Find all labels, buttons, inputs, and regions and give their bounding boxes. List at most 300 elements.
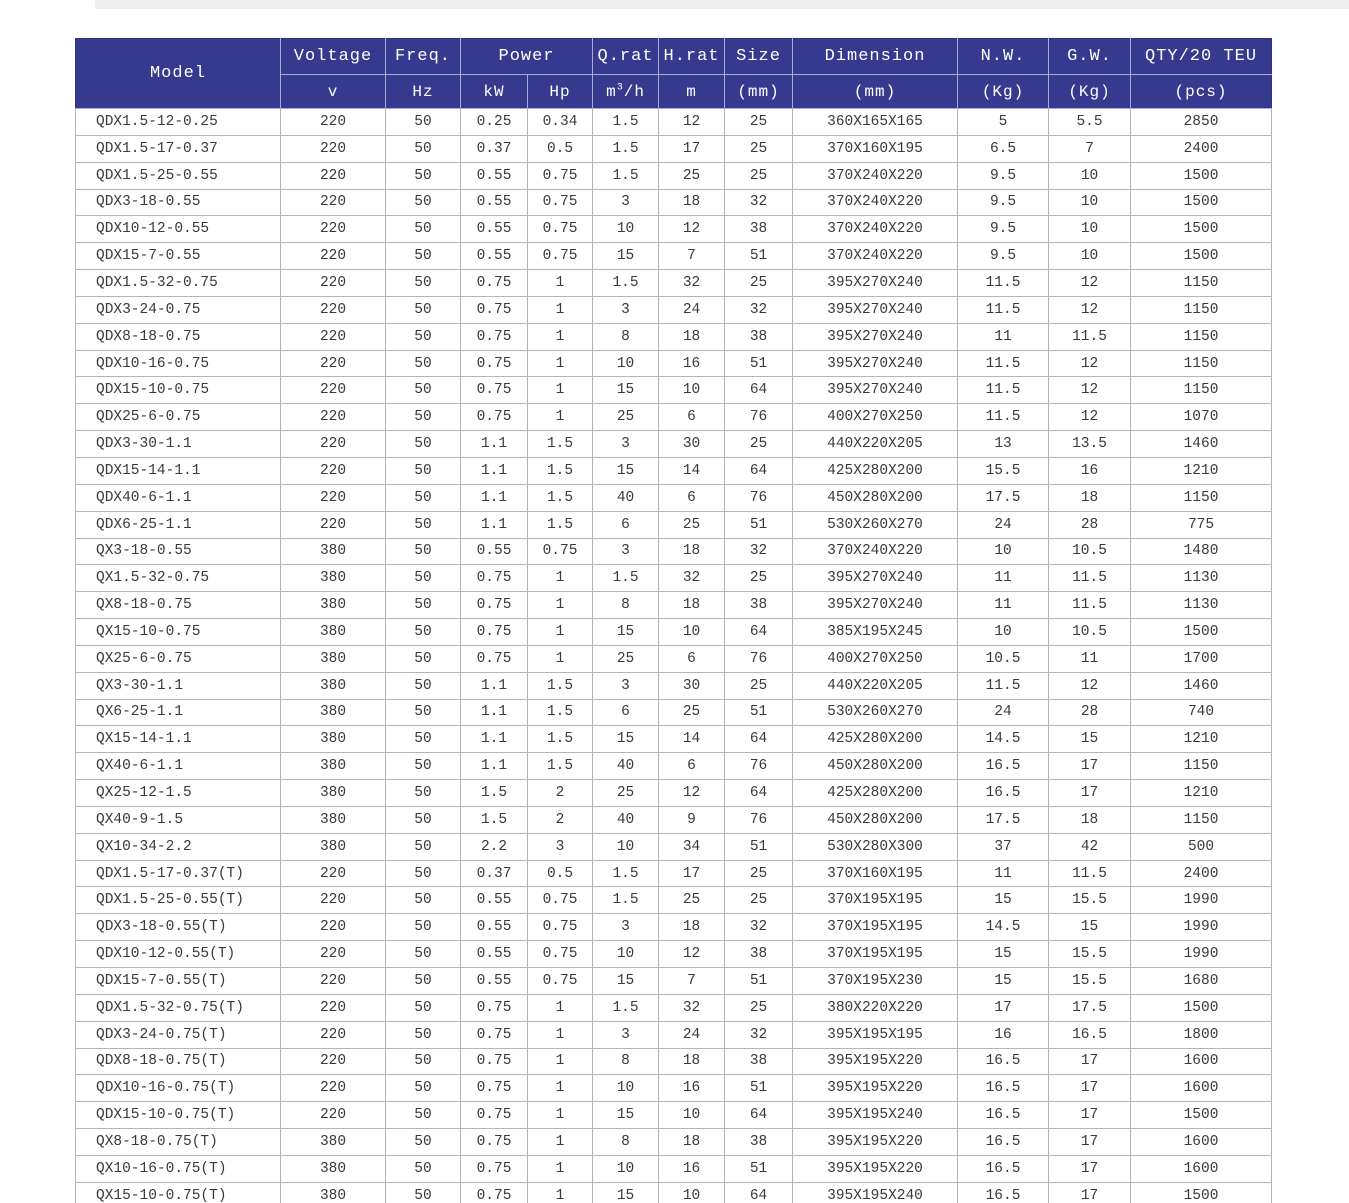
cell-nw: 16.5 [958,1155,1049,1182]
cell-freq: 50 [386,806,461,833]
cell-voltage: 220 [281,457,386,484]
cell-power-hp: 0.5 [528,135,593,162]
cell-power-hp: 1.5 [528,457,593,484]
cell-hrat: 6 [659,753,725,780]
table-row [76,565,1272,592]
cell-power-kw: 0.75 [461,994,528,1021]
cell-dimension: 395X270X240 [793,377,958,404]
cell-nw: 16.5 [958,1182,1049,1203]
cell-voltage: 220 [281,431,386,458]
cell-gw: 12 [1049,672,1131,699]
cell-dimension: 450X280X200 [793,806,958,833]
cell-voltage: 220 [281,1075,386,1102]
cell-dimension: 450X280X200 [793,753,958,780]
cell-dimension: 530X260X270 [793,699,958,726]
cell-hrat: 6 [659,484,725,511]
unit-freq: Hz [386,75,461,109]
cell-gw: 16.5 [1049,1021,1131,1048]
cell-nw: 14.5 [958,914,1049,941]
cell-power-kw: 0.55 [461,887,528,914]
cell-gw: 17 [1049,753,1131,780]
cell-size: 25 [725,860,793,887]
cell-qrat: 15 [593,377,659,404]
cell-model: QX8-18-0.75 [76,592,281,619]
cell-freq: 50 [386,592,461,619]
cell-hrat: 18 [659,189,725,216]
cell-nw: 15 [958,968,1049,995]
cell-qty: 1150 [1131,270,1272,297]
cell-dimension: 395X195X195 [793,1021,958,1048]
cell-hrat: 14 [659,726,725,753]
cell-voltage: 220 [281,914,386,941]
cell-voltage: 220 [281,350,386,377]
cell-gw: 10.5 [1049,538,1131,565]
cell-hrat: 18 [659,1129,725,1156]
cell-freq: 50 [386,243,461,270]
cell-hrat: 7 [659,968,725,995]
cell-voltage: 380 [281,592,386,619]
cell-freq: 50 [386,645,461,672]
cell-power-hp: 1.5 [528,753,593,780]
cell-qrat: 10 [593,941,659,968]
table-row [76,323,1272,350]
cell-freq: 50 [386,109,461,136]
cell-gw: 17 [1049,780,1131,807]
cell-dimension: 395X195X220 [793,1048,958,1075]
cell-dimension: 395X195X220 [793,1129,958,1156]
cell-qty: 1500 [1131,1102,1272,1129]
cell-gw: 42 [1049,833,1131,860]
cell-power-kw: 1.5 [461,780,528,807]
cell-size: 32 [725,914,793,941]
cell-nw: 17 [958,994,1049,1021]
unit-voltage: v [281,75,386,109]
cell-model: QDX15-7-0.55 [76,243,281,270]
cell-qty: 1990 [1131,887,1272,914]
cell-model: QX25-6-0.75 [76,645,281,672]
cell-gw: 10 [1049,162,1131,189]
cell-model: QDX8-18-0.75(T) [76,1048,281,1075]
cell-qty: 1130 [1131,565,1272,592]
cell-qty: 1500 [1131,1182,1272,1203]
cell-gw: 28 [1049,699,1131,726]
cell-dimension: 370X195X195 [793,887,958,914]
cell-qty: 1070 [1131,404,1272,431]
cell-gw: 15 [1049,726,1131,753]
cell-model: QDX10-16-0.75(T) [76,1075,281,1102]
cell-gw: 10 [1049,216,1131,243]
table-row [76,162,1272,189]
cell-qrat: 3 [593,672,659,699]
cell-nw: 11.5 [958,296,1049,323]
cell-dimension: 360X165X165 [793,109,958,136]
cell-dimension: 395X195X240 [793,1182,958,1203]
cell-nw: 9.5 [958,189,1049,216]
cell-hrat: 30 [659,431,725,458]
cell-power-hp: 1 [528,323,593,350]
cell-qty: 2400 [1131,860,1272,887]
cell-power-hp: 1 [528,1102,593,1129]
cell-hrat: 34 [659,833,725,860]
cell-dimension: 530X260X270 [793,511,958,538]
cell-model: QX8-18-0.75(T) [76,1129,281,1156]
cell-power-hp: 1 [528,1129,593,1156]
cell-hrat: 32 [659,270,725,297]
cell-nw: 15 [958,887,1049,914]
cell-power-hp: 1 [528,404,593,431]
cell-freq: 50 [386,914,461,941]
cell-model: QDX10-16-0.75 [76,350,281,377]
cell-size: 32 [725,1021,793,1048]
cell-power-hp: 0.75 [528,968,593,995]
cell-power-kw: 0.75 [461,592,528,619]
cell-nw: 9.5 [958,216,1049,243]
cell-size: 25 [725,135,793,162]
cell-size: 64 [725,377,793,404]
cell-model: QDX15-7-0.55(T) [76,968,281,995]
cell-voltage: 220 [281,968,386,995]
cell-gw: 12 [1049,404,1131,431]
cell-power-hp: 1 [528,296,593,323]
cell-qty: 1500 [1131,162,1272,189]
cell-hrat: 18 [659,914,725,941]
cell-size: 64 [725,619,793,646]
cell-model: QDX1.5-25-0.55 [76,162,281,189]
cell-dimension: 425X280X200 [793,780,958,807]
cell-size: 76 [725,484,793,511]
cell-voltage: 220 [281,323,386,350]
table-row [76,1075,1272,1102]
cell-qrat: 8 [593,323,659,350]
cell-nw: 6.5 [958,135,1049,162]
table-row [76,457,1272,484]
cell-qty: 1460 [1131,431,1272,458]
cell-voltage: 220 [281,162,386,189]
cell-freq: 50 [386,189,461,216]
cell-voltage: 220 [281,109,386,136]
cell-model: QDX3-18-0.55 [76,189,281,216]
cell-power-hp: 1 [528,645,593,672]
cell-nw: 9.5 [958,243,1049,270]
cell-qrat: 15 [593,243,659,270]
cell-size: 38 [725,592,793,619]
cell-dimension: 440X220X205 [793,431,958,458]
cell-model: QDX1.5-12-0.25 [76,109,281,136]
cell-hrat: 10 [659,1182,725,1203]
cell-dimension: 395X270X240 [793,350,958,377]
cell-size: 25 [725,565,793,592]
cell-model: QX25-12-1.5 [76,780,281,807]
cell-power-kw: 0.75 [461,404,528,431]
cell-dimension: 370X160X195 [793,135,958,162]
unit-size: (mm) [725,75,793,109]
cell-model: QX40-6-1.1 [76,753,281,780]
cell-nw: 16.5 [958,1075,1049,1102]
cell-power-hp: 1 [528,377,593,404]
col-header-power: Power [461,39,593,75]
cell-model: QDX1.5-17-0.37 [76,135,281,162]
cell-power-hp: 1 [528,565,593,592]
cell-dimension: 400X270X250 [793,404,958,431]
table-row [76,672,1272,699]
cell-power-kw: 2.2 [461,833,528,860]
cell-gw: 7 [1049,135,1131,162]
cell-freq: 50 [386,377,461,404]
cell-power-hp: 1 [528,1182,593,1203]
cell-hrat: 24 [659,1021,725,1048]
table-row [76,914,1272,941]
cell-power-kw: 1.1 [461,753,528,780]
cell-qty: 1480 [1131,538,1272,565]
unit-gw: (Kg) [1049,75,1131,109]
table-row [76,350,1272,377]
cell-voltage: 380 [281,565,386,592]
cell-qty: 1500 [1131,619,1272,646]
cell-model: QDX25-6-0.75 [76,404,281,431]
cell-nw: 11.5 [958,672,1049,699]
cell-nw: 11.5 [958,270,1049,297]
cell-voltage: 220 [281,994,386,1021]
cell-freq: 50 [386,941,461,968]
cell-power-kw: 0.55 [461,216,528,243]
cell-hrat: 25 [659,511,725,538]
cell-qrat: 3 [593,914,659,941]
table-row [76,726,1272,753]
cell-size: 64 [725,1102,793,1129]
unit-dimension: (mm) [793,75,958,109]
unit-qrat-superscript: 3 [616,82,624,94]
cell-power-kw: 1.5 [461,806,528,833]
cell-model: QDX15-10-0.75 [76,377,281,404]
unit-kw: kW [461,75,528,109]
cell-power-kw: 1.1 [461,511,528,538]
cell-model: QDX15-10-0.75(T) [76,1102,281,1129]
pump-spec-table [75,38,1272,1203]
cell-power-hp: 1.5 [528,431,593,458]
cell-voltage: 220 [281,377,386,404]
cell-freq: 50 [386,672,461,699]
cell-model: QX1.5-32-0.75 [76,565,281,592]
cell-qrat: 6 [593,699,659,726]
cell-model: QDX1.5-17-0.37(T) [76,860,281,887]
cell-qty: 1150 [1131,377,1272,404]
cell-hrat: 10 [659,619,725,646]
cell-qty: 1150 [1131,753,1272,780]
cell-model: QDX1.5-25-0.55(T) [76,887,281,914]
cell-power-kw: 0.75 [461,1048,528,1075]
cell-freq: 50 [386,565,461,592]
cell-voltage: 220 [281,243,386,270]
cell-size: 38 [725,323,793,350]
cell-model: QDX10-12-0.55 [76,216,281,243]
cell-freq: 50 [386,404,461,431]
table-row [76,377,1272,404]
cell-power-hp: 1.5 [528,699,593,726]
cell-power-kw: 0.75 [461,270,528,297]
cell-power-kw: 1.1 [461,672,528,699]
cell-power-kw: 0.75 [461,350,528,377]
cell-nw: 9.5 [958,162,1049,189]
cell-nw: 13 [958,431,1049,458]
table-row [76,484,1272,511]
top-strip [95,0,1349,9]
cell-freq: 50 [386,270,461,297]
cell-gw: 17 [1049,1182,1131,1203]
cell-gw: 11.5 [1049,860,1131,887]
cell-size: 76 [725,645,793,672]
cell-freq: 50 [386,619,461,646]
col-header-hrat: H.rat [659,39,725,75]
cell-power-kw: 0.55 [461,941,528,968]
cell-size: 51 [725,699,793,726]
unit-nw: (Kg) [958,75,1049,109]
cell-qty: 1500 [1131,994,1272,1021]
cell-qty: 1150 [1131,323,1272,350]
cell-qrat: 40 [593,753,659,780]
cell-qty: 1600 [1131,1075,1272,1102]
cell-model: QDX3-30-1.1 [76,431,281,458]
cell-dimension: 370X195X230 [793,968,958,995]
unit-qrat-base: m [606,82,617,101]
table-row [76,1182,1272,1203]
cell-power-kw: 0.75 [461,1155,528,1182]
cell-dimension: 440X220X205 [793,672,958,699]
unit-qty: (pcs) [1131,75,1272,109]
cell-model: QDX3-24-0.75(T) [76,1021,281,1048]
cell-size: 38 [725,1048,793,1075]
cell-qrat: 25 [593,645,659,672]
cell-voltage: 380 [281,538,386,565]
cell-power-hp: 1 [528,1075,593,1102]
cell-gw: 17 [1049,1102,1131,1129]
cell-voltage: 380 [281,619,386,646]
cell-qty: 500 [1131,833,1272,860]
cell-power-hp: 0.75 [528,243,593,270]
cell-freq: 50 [386,484,461,511]
cell-nw: 16.5 [958,1102,1049,1129]
unit-qrat-rest: /h [623,82,645,101]
cell-nw: 10 [958,619,1049,646]
cell-power-hp: 2 [528,780,593,807]
cell-qrat: 1.5 [593,162,659,189]
cell-nw: 11 [958,592,1049,619]
cell-hrat: 18 [659,592,725,619]
cell-freq: 50 [386,538,461,565]
cell-nw: 24 [958,511,1049,538]
col-header-model: Model [76,39,281,109]
cell-model: QX3-30-1.1 [76,672,281,699]
cell-size: 25 [725,887,793,914]
cell-power-hp: 0.34 [528,109,593,136]
cell-freq: 50 [386,457,461,484]
cell-hrat: 10 [659,377,725,404]
cell-voltage: 220 [281,1048,386,1075]
col-header-qty: QTY/20 TEU [1131,39,1272,75]
cell-gw: 17 [1049,1048,1131,1075]
cell-qrat: 15 [593,619,659,646]
cell-nw: 24 [958,699,1049,726]
table-row [76,270,1272,297]
cell-power-hp: 0.75 [528,538,593,565]
cell-size: 25 [725,431,793,458]
cell-power-kw: 0.55 [461,968,528,995]
cell-freq: 50 [386,350,461,377]
cell-power-hp: 1 [528,1048,593,1075]
cell-nw: 10.5 [958,645,1049,672]
cell-freq: 50 [386,511,461,538]
cell-qrat: 15 [593,1102,659,1129]
cell-gw: 10.5 [1049,619,1131,646]
unit-hp: Hp [528,75,593,109]
cell-voltage: 380 [281,1155,386,1182]
cell-hrat: 30 [659,672,725,699]
cell-gw: 11 [1049,645,1131,672]
cell-gw: 15.5 [1049,941,1131,968]
cell-qrat: 10 [593,1075,659,1102]
cell-voltage: 380 [281,806,386,833]
cell-nw: 16.5 [958,753,1049,780]
cell-qty: 1800 [1131,1021,1272,1048]
cell-qrat: 40 [593,806,659,833]
cell-voltage: 380 [281,672,386,699]
table-row [76,431,1272,458]
table-row [76,538,1272,565]
cell-qty: 1210 [1131,457,1272,484]
cell-voltage: 220 [281,404,386,431]
cell-gw: 17 [1049,1155,1131,1182]
cell-hrat: 24 [659,296,725,323]
cell-power-hp: 1.5 [528,726,593,753]
cell-nw: 37 [958,833,1049,860]
cell-power-kw: 0.75 [461,296,528,323]
cell-model: QX15-10-0.75(T) [76,1182,281,1203]
cell-hrat: 16 [659,1155,725,1182]
cell-qrat: 10 [593,350,659,377]
table-body [76,109,1272,1203]
cell-gw: 15.5 [1049,968,1131,995]
table-row [76,806,1272,833]
cell-gw: 5.5 [1049,109,1131,136]
col-header-nw: N.W. [958,39,1049,75]
cell-size: 38 [725,941,793,968]
table-row [76,404,1272,431]
unit-hrat: m [659,75,725,109]
cell-dimension: 395X195X220 [793,1155,958,1182]
cell-qrat: 1.5 [593,565,659,592]
table-row [76,699,1272,726]
cell-power-kw: 0.75 [461,565,528,592]
cell-gw: 17 [1049,1075,1131,1102]
cell-qty: 1460 [1131,672,1272,699]
cell-dimension: 370X240X220 [793,162,958,189]
cell-hrat: 16 [659,1075,725,1102]
cell-qrat: 15 [593,726,659,753]
cell-qrat: 1.5 [593,109,659,136]
cell-hrat: 18 [659,323,725,350]
cell-model: QDX3-18-0.55(T) [76,914,281,941]
cell-voltage: 220 [281,484,386,511]
table-row [76,887,1272,914]
cell-power-kw: 0.55 [461,162,528,189]
cell-gw: 15 [1049,914,1131,941]
cell-hrat: 32 [659,994,725,1021]
cell-hrat: 12 [659,216,725,243]
cell-voltage: 380 [281,699,386,726]
cell-dimension: 400X270X250 [793,645,958,672]
cell-dimension: 395X270X240 [793,270,958,297]
cell-qty: 1150 [1131,484,1272,511]
cell-qty: 1150 [1131,350,1272,377]
